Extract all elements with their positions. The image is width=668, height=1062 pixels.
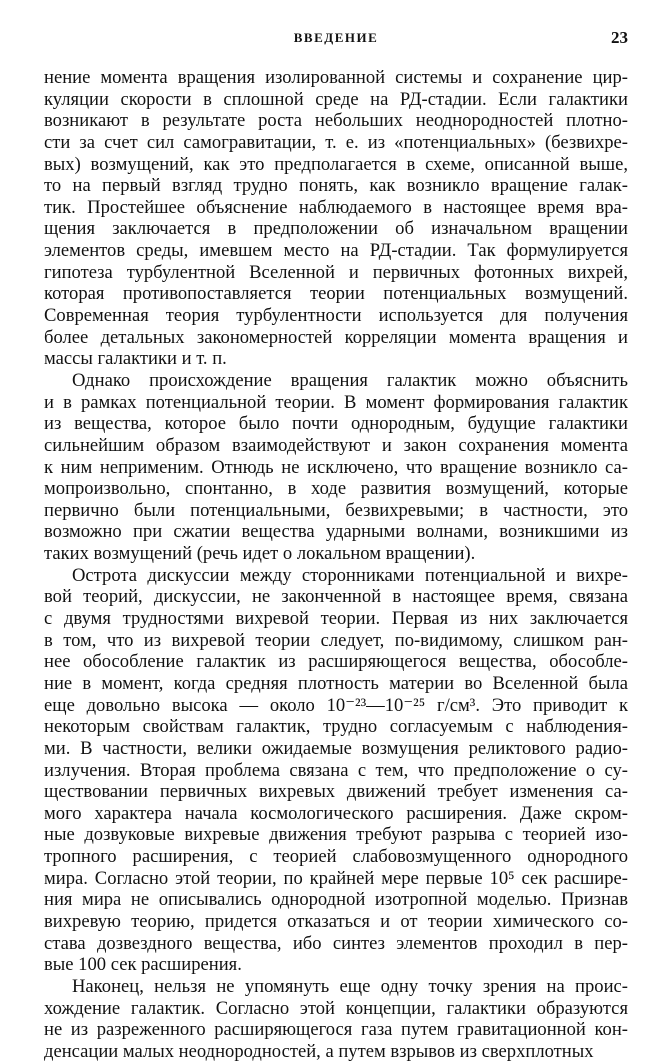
text-line: вые 100 сек расширения.	[44, 954, 242, 976]
text-line: возникают в результате роста небольших неоднородностей плотно-	[44, 110, 628, 132]
text-line: става дозвездного вещества, ибо синтез элементов проходил в пер-	[44, 932, 628, 954]
text-line: некоторым свойствам галактик, трудно согласуемым с наблюдения-	[44, 716, 628, 738]
text-line: еще довольно высока — около 10⁻²³—10⁻²⁵ г/см³. Это приводит к	[44, 694, 628, 716]
paragraph	[44, 565, 628, 976]
text-line: первично были потенциальными, безвихревыми; в частности, это	[44, 499, 628, 521]
text-line: сти за счет сил самогравитации, т. е. из «потенциальных» (безвихре-	[44, 131, 628, 153]
paragraph	[44, 370, 628, 565]
text-line: к ним неприменим. Отнюдь не исключено, что вращение возникло са-	[44, 456, 628, 478]
text-line: ния мира не описывались однородной изотропной моделью. Признав	[44, 889, 628, 911]
paragraph	[44, 67, 628, 370]
text-line: гипотеза турбулентной Вселенной и первичных фотонных вихрей,	[44, 261, 628, 283]
text-line: массы галактики и т. п.	[44, 348, 227, 370]
text-line: щения заключается в предположении об изначальном вращении	[44, 218, 628, 240]
body-text	[44, 67, 628, 1062]
text-line: не из разреженного расширяющегося газа путем гравитационной кон-	[44, 1019, 628, 1041]
text-line: нее обособление галактик из расширяющегося вещества, обособле-	[44, 651, 628, 673]
text-line: в том, что из вихревой теории следует, по-видимому, слишком ран-	[44, 629, 628, 651]
text-line: куляции скорости в сплошной среде на РД-стадии. Если галактики	[44, 88, 628, 110]
text-line: тик. Простейшее объяснение наблюдаемого в настоящее время вра-	[44, 196, 628, 218]
text-line: вой теорий, дискуссии, не законченной в настоящее время, связана	[44, 586, 628, 608]
text-line: вихревую теорию, придется отказаться и от теории химического со-	[44, 910, 628, 932]
text-line: из вещества, которое было почти однородным, будущие галактики	[44, 413, 628, 435]
text-line: Наконец, нельзя не упомянуть еще одну точку зрения на проис-	[72, 975, 628, 997]
text-line: ные дозвуковые вихревые движения требуют разрыва с теорией изо-	[44, 824, 628, 846]
text-line: мопроизвольно, спонтанно, в ходе развития возмущений, которые	[44, 478, 628, 500]
text-line: Острота дискуссии между сторонниками потенциальной и вихре-	[72, 564, 628, 586]
page-header	[44, 30, 628, 52]
text-line: излучения. Вторая проблема связана с тем, что предположение о су-	[44, 759, 628, 781]
text-line: ми. В частности, велики ожидаемые возмущения реликтового радио-	[44, 737, 628, 759]
running-title: ВВЕДЕНИЕ	[293, 30, 379, 45]
text-line: возможно при сжатии вещества ударными волнами, возникшими из	[44, 521, 628, 543]
text-line: нение момента вращения изолированной системы и сохранение цир-	[44, 67, 628, 88]
text-line: Современная теория турбулентности используется для получения	[44, 305, 628, 327]
text-line: которая противопоставляется теории потенциальных возмущений.	[44, 283, 628, 305]
text-line: мого характера начала космологического расширения. Даже скром-	[44, 802, 628, 824]
text-line: более детальных закономерностей корреляции момента вращения и	[44, 326, 628, 348]
text-line: и в рамках потенциальной теории. В момент формирования галактик	[44, 391, 628, 413]
text-line: сильнейшим образом взаимодействуют и закон сохранения момента	[44, 434, 628, 456]
text-line: Однако происхождение вращения галактик можно объяснить	[72, 369, 628, 391]
text-line: с двумя трудностями вихревой теории. Первая из них заключается	[44, 608, 628, 630]
text-line: элементов среды, имевшем место на РД-стадии. Так формулируется	[44, 240, 628, 262]
text-line: денсации малых неоднородностей, а путем взрывов из сверхплотных	[44, 1040, 594, 1062]
paragraph	[44, 976, 628, 1062]
text-line: тропного расширения, с теорией слабовозмущенного однородного	[44, 846, 628, 868]
page-number: 23	[611, 28, 628, 47]
text-line: вых) возмущений, как это предполагается в схеме, описанной выше,	[44, 153, 628, 175]
text-line: ществовании первичных вихревых движений требует изменения са-	[44, 781, 628, 803]
text-line: хождение галактик. Согласно этой концепции, галактики образуются	[44, 997, 628, 1019]
text-line: то на первый взгляд трудно понять, как возникло вращение галак-	[44, 175, 628, 197]
text-line: таких возмущений (речь идет о локальном вращении).	[44, 543, 476, 565]
text-line: мира. Согласно этой теории, по крайней мере первые 10⁵ сек расшире-	[44, 867, 628, 889]
text-line: ние в момент, когда средняя плотность материи во Вселенной была	[44, 672, 628, 694]
